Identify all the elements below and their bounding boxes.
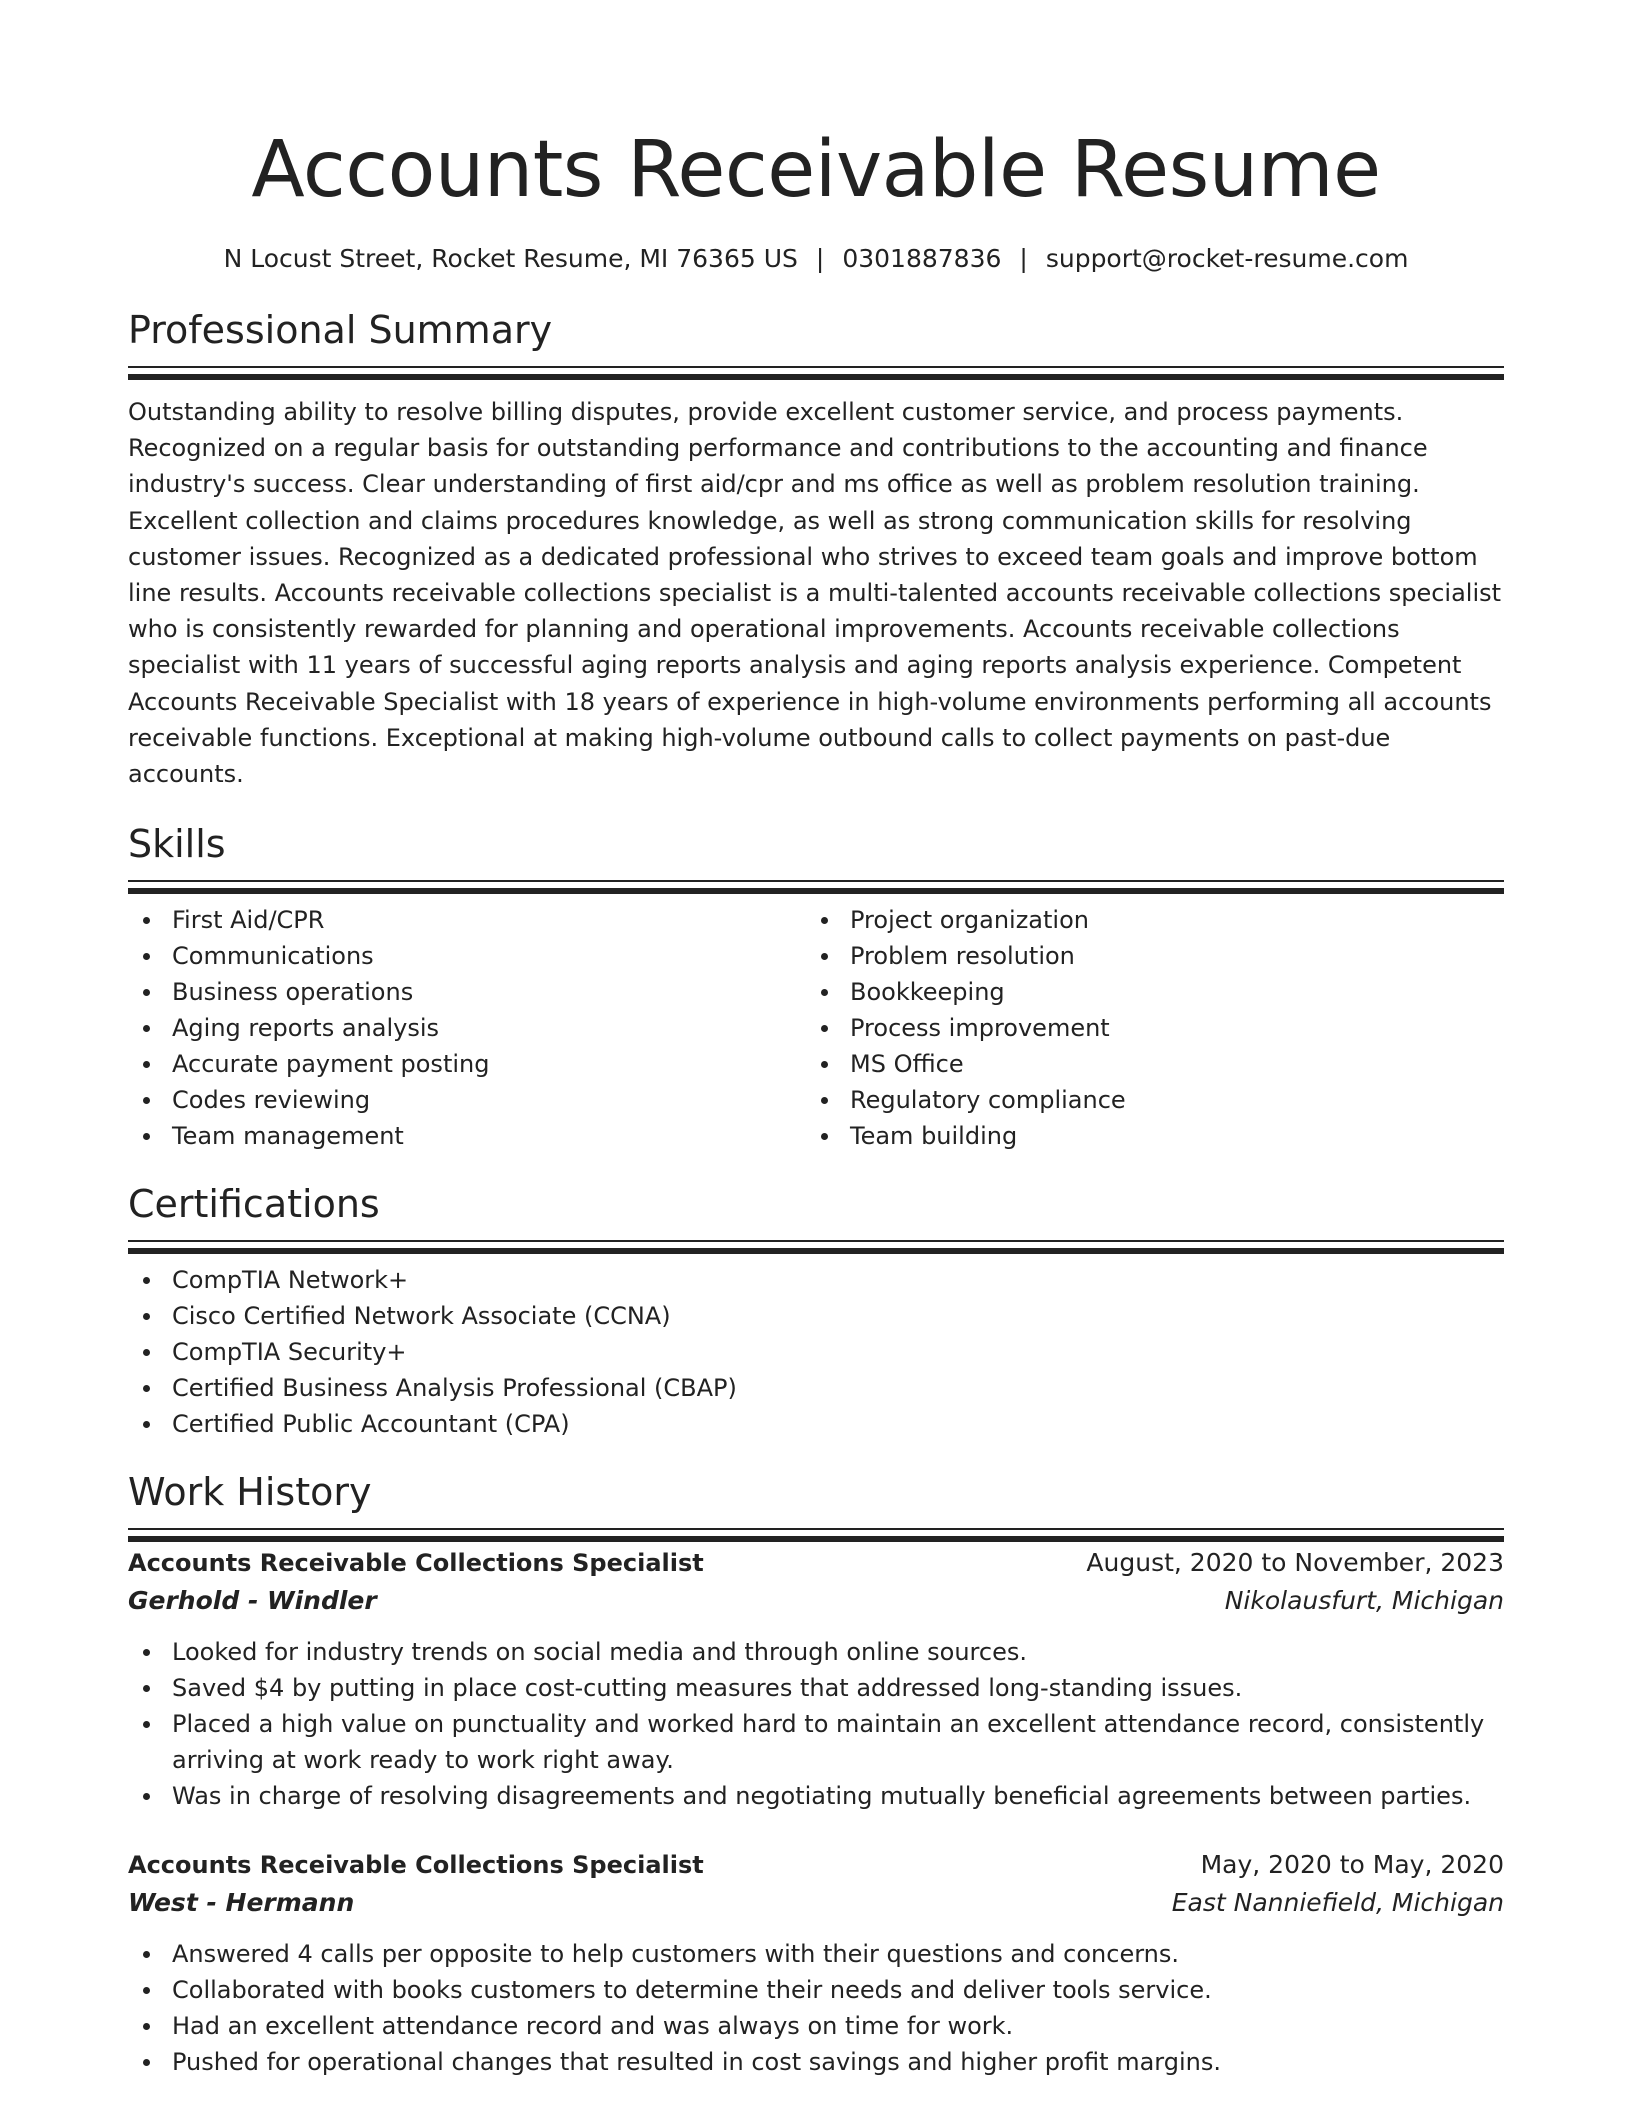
- resume-title: Accounts Receivable Resume: [251, 125, 1381, 215]
- contact-address: N Locust Street, Rocket Resume, MI 76365 US: [223, 244, 798, 273]
- certifications-list: [128, 1262, 1504, 1442]
- skill-item: Project organization: [806, 902, 1484, 938]
- skills-grid: [128, 902, 1504, 1154]
- job-dates: August, 2020 to November, 2023: [1086, 1548, 1504, 1578]
- job-duty-item: Looked for industry trends on social media and through online sources.: [128, 1634, 1504, 1670]
- skill-item: Accurate payment posting: [128, 1046, 806, 1082]
- skill-item: MS Office: [806, 1046, 1484, 1082]
- certification-item: Cisco Certified Network Associate (CCNA): [128, 1298, 1504, 1334]
- section-divider: [128, 366, 1504, 368]
- summary-text: Outstanding ability to resolve billing disputes, provide excellent customer service, and process payments. Recognized on a regular basis for outstanding performance and contributions to the accounting and finance industry's success. Clear understanding of first aid/cpr and ms office as well as problem resolution training. Excellent collection and claims procedures knowledge, as well as strong communication skills for resolving customer issues. Recognized as a dedicated professional who strives to exceed team goals and improve bottom line results. Accounts receivable collections specialist is a multi-talented accounts receivable collections specialist who is consistently rewarded for planning and operational improvements. Accounts receivable collections specialist with 11 years of successful aging reports analysis and aging reports analysis experience. Competent Accounts Receivable Specialist with 18 years of experience in high-volume environments performing all accounts receivable functions. Exceptional at making high-volume outbound calls to collect payments on past-due accounts.: [128, 398, 1502, 789]
- job-location: East Nanniefield, Michigan: [1171, 1888, 1504, 1918]
- job-entry: [128, 1846, 1504, 2080]
- job-dates: May, 2020 to May, 2020: [1200, 1850, 1504, 1880]
- section-divider: [128, 1528, 1504, 1530]
- skill-item: Team management: [128, 1118, 806, 1154]
- job-title: Accounts Receivable Collections Specialist: [128, 1549, 704, 1578]
- skill-item: Business operations: [128, 974, 806, 1010]
- summary-heading: Professional Summary: [128, 308, 553, 352]
- job-duties-list: [128, 1936, 1504, 2080]
- job-company-row: [128, 1884, 1504, 1922]
- contact-separator: |: [1019, 244, 1028, 273]
- job-location: Nikolausfurt, Michigan: [1224, 1586, 1504, 1616]
- skill-item: Aging reports analysis: [128, 1010, 806, 1046]
- job-duty-item: Pushed for operational changes that resulted in cost savings and higher profit margins.: [128, 2044, 1504, 2080]
- certification-item: Certified Public Accountant (CPA): [128, 1406, 1504, 1442]
- skill-item: Codes reviewing: [128, 1082, 806, 1118]
- section-divider: [128, 880, 1504, 882]
- skill-item: Problem resolution: [806, 938, 1484, 974]
- job-company: Gerhold - Windler: [128, 1586, 377, 1616]
- certification-item: CompTIA Security+: [128, 1334, 1504, 1370]
- skills-list-left: [128, 902, 806, 1154]
- contact-separator: |: [815, 244, 825, 273]
- certification-item: Certified Business Analysis Professional (CBAP): [128, 1370, 1504, 1406]
- job-duty-item: Had an excellent attendance record and was always on time for work.: [128, 2008, 1504, 2044]
- job-title: Accounts Receivable Collections Specialist: [128, 1851, 704, 1880]
- job-header-row: [128, 1846, 1504, 1884]
- skill-item: Team building: [806, 1118, 1484, 1154]
- skill-item: Process improvement: [806, 1010, 1484, 1046]
- work-history-section: [128, 1468, 1504, 2080]
- certifications-heading: Certifications: [128, 1182, 380, 1227]
- contact-email: support@rocket-resume.com: [1045, 244, 1409, 273]
- skill-item: Bookkeeping: [806, 974, 1484, 1010]
- job-header-row: [128, 1544, 1504, 1582]
- section-divider: [128, 1240, 1504, 1242]
- job-entry: [128, 1544, 1504, 1814]
- job-duty-item: Collaborated with books customers to determine their needs and deliver tools service.: [128, 1972, 1504, 2008]
- job-duty-item: Answered 4 calls per opposite to help customers with their questions and concerns.: [128, 1936, 1504, 1972]
- contact-line: [128, 242, 1504, 276]
- job-company: West - Hermann: [128, 1888, 355, 1918]
- skill-item: Regulatory compliance: [806, 1082, 1484, 1118]
- job-duty-item: Saved $4 by putting in place cost-cutting measures that addressed long-standing issues.: [128, 1670, 1504, 1706]
- certification-item: CompTIA Network+: [128, 1262, 1504, 1298]
- job-duties-list: [128, 1634, 1504, 1814]
- job-duty-item: Placed a high value on punctuality and worked hard to maintain an excellent attendance record, consistently arriving at work ready to work right away.: [128, 1706, 1504, 1778]
- job-company-row: [128, 1582, 1504, 1620]
- certifications-section: [128, 1180, 1504, 1442]
- skill-item: Communications: [128, 938, 806, 974]
- work-history-heading: Work History: [128, 1470, 372, 1515]
- skills-list-right: [806, 902, 1484, 1154]
- skills-section: [128, 820, 1504, 1154]
- summary-section: [128, 306, 1504, 792]
- skill-item: First Aid/CPR: [128, 902, 806, 938]
- contact-phone: 0301887836: [842, 244, 1002, 273]
- job-duty-item: Was in charge of resolving disagreements and negotiating mutually beneficial agreements between parties.: [128, 1778, 1504, 1814]
- skills-heading: Skills: [128, 822, 226, 867]
